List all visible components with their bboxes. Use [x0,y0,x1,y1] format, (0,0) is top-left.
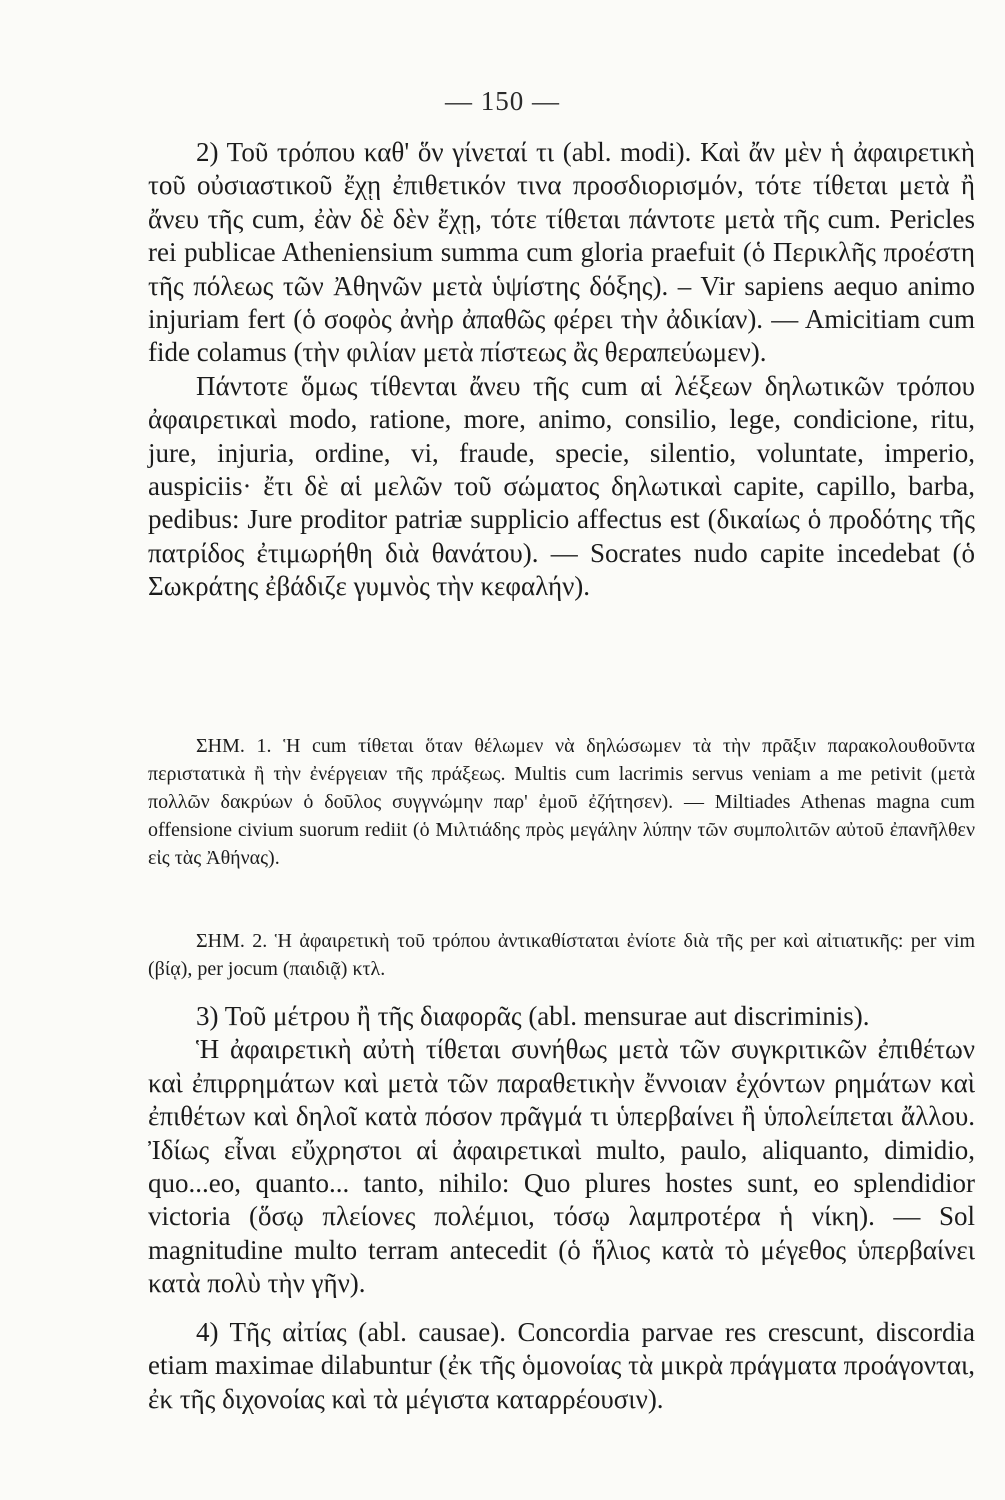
paragraph: 2) Τοῦ τρόπου καθ' ὅν γίνεταί τι (abl. modi). Καὶ ἄν μὲν ἡ ἀφαιρετικὴ τοῦ οὐσιαστικοῦ ἔχῃ ἐπιθετικόν τινα προσδιορισμόν, τότε τίθεται μετὰ ἢ ἄνευ τῆς cum, ἐὰν δὲ δὲν ἔχῃ, τότε τίθεται πάντοτε μετὰ τῆς cum. Pericles rei publicae Atheniensium summa cum gloria praefuit (ὁ Περικλῆς προέστη τῆς πόλεως τῶν Ἀθηνῶν μετὰ ὑψίστης δόξης). – Vir sapiens aequo animo injuriam fert (ὁ σοφὸς ἀνὴρ ἀπαθῶς φέρει τὴν ἀδικίαν). — Amicitiam cum fide colamus (τὴν φιλίαν μετὰ πίστεως ἂς θεραπεύωμεν). [148,137,975,368]
section-abl-modi [148,136,975,604]
note-paragraph: ΣΗΜ. 1. Ἡ cum τίθεται ὅταν θέλωμεν νὰ δηλώσωμεν τὰ τὴν πρᾶξιν παρακολουθοῦντα περιστατικὰ ἢ τὴν ἐνέργειαν τῆς πράξεως. Multis cum lacrimis servus veniam a me petivit (μετὰ πολλῶν δακρύων ὁ δοῦλος συγγνώμην παρ' ἐμοῦ ἐζήτησεν). — Miltiades Athenas magna cum offensione civium suorum rediit (ὁ Μιλτιάδης πρὸς μεγάλην λύπην τῶν συμπολιτῶν αὐτοῦ ἐπανῆλθεν εἰς τὰς Ἀθήνας). [148,735,975,869]
note-2 [148,927,975,983]
paragraph: Ἡ ἀφαιρετικὴ αὐτὴ τίθεται συνήθως μετὰ τῶν συγκριτικῶν ἐπιθέτων καὶ ἐπιρρημάτων καὶ μετὰ τῶν παραθετικὴν ἔννοιαν ἐχόντων ρημάτων καὶ ἐπιθέτων καὶ δηλοῖ κατὰ πόσον πρᾶγμά τι ὑπερβαίνει ἢ ὑπολείπεται ἄλλου. Ἰδίως εἶναι εὔχρηστοι αἱ ἀφαιρετικαὶ multo, paulo, aliquanto, dimidio, quo...eo, quanto... tanto, nihilo: Quo plures hostes sunt, eo splendidior victoria (ὅσῳ πλείονες πολέμιοι, τόσῳ λαμπροτέρα ἡ νίκη). — Sol magnitudine multo terram antecedit (ὁ ἥλιος κατὰ τὸ μέγεθος ὑπερβαίνει κατὰ πολὺ τὴν γῆν). [148,1034,975,1299]
section-heading: 3) Τοῦ μέτρου ἢ τῆς διαφορᾶς (abl. mensurae aut discriminis). [196,1001,870,1031]
paragraph: Πάντοτε ὅμως τίθενται ἄνευ τῆς cum αἱ λέξεων δηλωτικῶν τρόπου ἀφαιρετικαὶ modo, ratione, more, animo, consilio, lege, condicione, ritu, jure, injuria, ordine, vi, fraude, specie, silentio, voluntate, imperio, auspiciis· ἔτι δὲ αἱ μελῶν τοῦ σώματος δηλωτικαὶ capite, capillo, barba, pedibus: Jure proditor patriæ supplicio affectus est (δικαίως ὁ προδότης τῆς πατρίδος ἐτιμωρήθη διὰ θανάτου). — Socrates nudo capite incedebat (ὁ Σωκράτης ἐβάδιζε γυμνὸς τὴν κεφαλήν). [148,370,975,602]
note-1 [148,732,975,872]
note-paragraph: ΣΗΜ. 2. Ἡ ἀφαιρετικὴ τοῦ τρόπου ἀντικαθίσταται ἐνίοτε διὰ τῆς per καὶ αἰτιατικῆς: per vim (βίᾳ), per jocum (παιδιᾷ) κτλ. [148,930,975,980]
page-number: — 150 — [445,86,560,116]
section-abl-mensurae [148,1000,975,1301]
paragraph: 4) Τῆς αἰτίας (abl. causae). Concordia parvae res crescunt, discordia etiam maximae dilabuntur (ἐκ τῆς ὁμονοίας τὰ μικρὰ πράγματα προάγονται, ἐκ τῆς διχονοίας καὶ τὰ μέγιστα καταρρέουσιν). [148,1317,975,1414]
section-abl-causae [148,1316,975,1416]
